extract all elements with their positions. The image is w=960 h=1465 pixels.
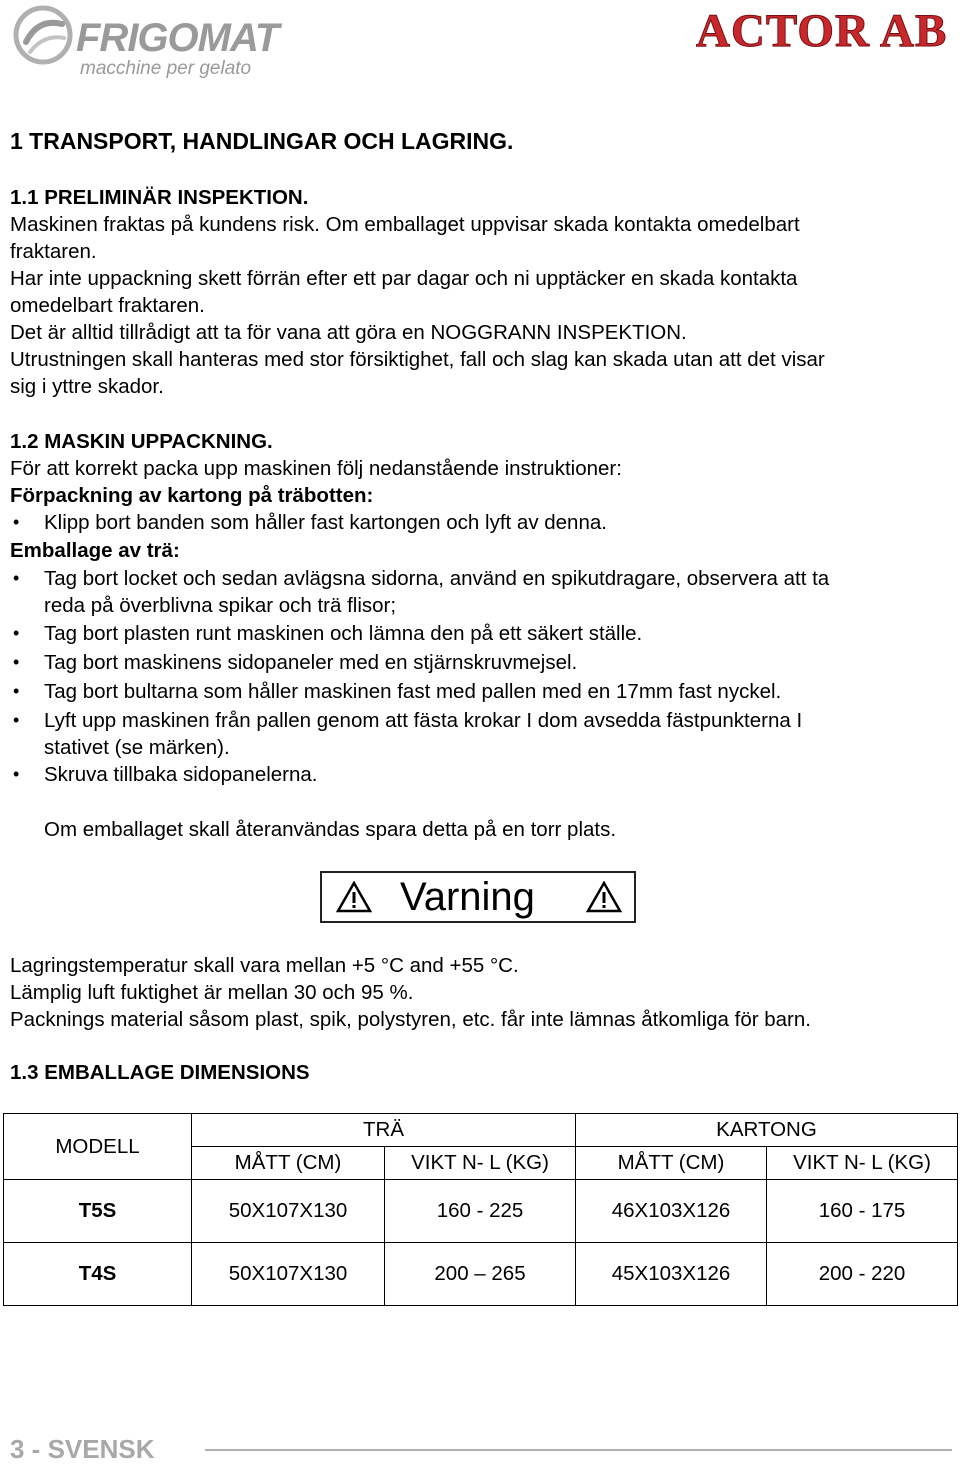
paragraph-line: För att korrekt packa upp maskinen följ nedanstående instruktioner: (10, 457, 622, 480)
paragraph-line: sig i yttre skador. (10, 375, 164, 398)
bullet-icon: • (13, 652, 20, 672)
cell-model: T5S (4, 1180, 192, 1243)
actor-brand: ACTOR AB (696, 5, 948, 57)
list-item: Tag bort plasten runt maskinen och lämna den på ett säkert ställe. (44, 622, 643, 645)
subsection-title-1-3: 1.3 EMBALLAGE DIMENSIONS (10, 1061, 310, 1084)
bullet-icon: • (13, 710, 20, 730)
cell-model: T4S (4, 1243, 192, 1306)
frigomat-brand: FRIGOMAT (76, 16, 279, 60)
dimensions-table (3, 1113, 958, 1306)
list-item-continuation: stativet (se märken). (44, 736, 230, 759)
bullet-icon: • (13, 623, 20, 643)
cell-wood-dim: 50X107X130 (192, 1243, 385, 1306)
cell-wood-weight: 160 - 225 (385, 1180, 576, 1243)
warning-triangle-icon (336, 881, 372, 913)
list-item: Tag bort maskinens sidopaneler med en stjärnskruvmejsel. (44, 651, 578, 674)
cell-carton-weight: 160 - 175 (767, 1180, 958, 1243)
page-number-label: 3 - SVENSK (10, 1434, 155, 1464)
frigomat-swirl-icon (12, 4, 74, 66)
actor-ab-logo (690, 4, 952, 58)
cardboard-heading: Förpackning av kartong på träbotten: (10, 484, 374, 507)
subsection-title-1-1: 1.1 PRELIMINÄR INSPEKTION. (10, 186, 309, 209)
list-item: Tag bort bultarna som håller maskinen fast med pallen med en 17mm fast nyckel. (44, 680, 782, 703)
warning-label: Varning (400, 875, 535, 919)
header-carton-weight: VIKT N- L (KG) (767, 1147, 958, 1180)
paragraph-line: Maskinen fraktas på kundens risk. Om emballaget uppvisar skada kontakta omedelbart (10, 213, 800, 236)
paragraph-line: fraktaren. (10, 240, 97, 263)
section-title: 1 TRANSPORT, HANDLINGAR OCH LAGRING. (10, 128, 514, 154)
storage-line: Packnings material såsom plast, spik, polystyren, etc. får inte lämnas åtkomliga för barn. (10, 1008, 811, 1031)
wood-heading: Emballage av trä: (10, 539, 180, 562)
bullet-icon: • (13, 512, 20, 532)
paragraph-line: omedelbart fraktaren. (10, 294, 205, 317)
bullet-icon: • (13, 764, 20, 784)
list-item: Lyft upp maskinen från pallen genom att fästa krokar I dom avsedda fästpunkterna I (44, 709, 803, 732)
footer-divider (205, 1449, 952, 1451)
frigomat-tagline: macchine per gelato (80, 58, 252, 79)
header-wood-dim: MÅTT (CM) (192, 1147, 385, 1180)
header-modell: MODELL (4, 1114, 192, 1180)
cell-carton-dim: 45X103X126 (576, 1243, 767, 1306)
subsection-title-1-2: 1.2 MASKIN UPPACKNING. (10, 430, 273, 453)
cell-wood-weight: 200 – 265 (385, 1243, 576, 1306)
header-wood: TRÄ (192, 1114, 576, 1147)
list-item: Skruva tillbaka sidopanelerna. (44, 763, 318, 786)
header-wood-weight: VIKT N- L (KG) (385, 1147, 576, 1180)
storage-line: Lämplig luft fuktighet är mellan 30 och 95 %. (10, 981, 414, 1004)
paragraph-line: Utrustningen skall hanteras med stor försiktighet, fall och slag kan skada utan att det visar (10, 348, 825, 371)
warning-box (320, 871, 636, 923)
paragraph-line: Det är alltid tillrådigt att ta för vana att göra en NOGGRANN INSPEKTION. (10, 321, 687, 344)
cell-carton-dim: 46X103X126 (576, 1180, 767, 1243)
storage-line: Lagringstemperatur skall vara mellan +5 °C and +55 °C. (10, 954, 519, 977)
frigomat-logo (12, 2, 282, 82)
table-row (4, 1180, 958, 1243)
table-header-row (4, 1114, 958, 1147)
table-row (4, 1243, 958, 1306)
list-item-continuation: reda på överblivna spikar och trä flisor; (44, 594, 397, 617)
warning-triangle-icon (586, 881, 622, 913)
reuse-note: Om emballaget skall återanvändas spara detta på en torr plats. (44, 818, 617, 841)
cell-carton-weight: 200 - 220 (767, 1243, 958, 1306)
bullet-icon: • (13, 568, 20, 588)
header-carton-dim: MÅTT (CM) (576, 1147, 767, 1180)
cell-wood-dim: 50X107X130 (192, 1180, 385, 1243)
header-carton: KARTONG (576, 1114, 958, 1147)
list-item: Klipp bort banden som håller fast kartongen och lyft av denna. (44, 511, 607, 534)
list-item: Tag bort locket och sedan avlägsna sidorna, använd en spikutdragare, observera att ta (44, 567, 830, 590)
bullet-icon: • (13, 681, 20, 701)
paragraph-line: Har inte uppackning skett förrän efter ett par dagar och ni upptäcker en skada kontakta (10, 267, 798, 290)
